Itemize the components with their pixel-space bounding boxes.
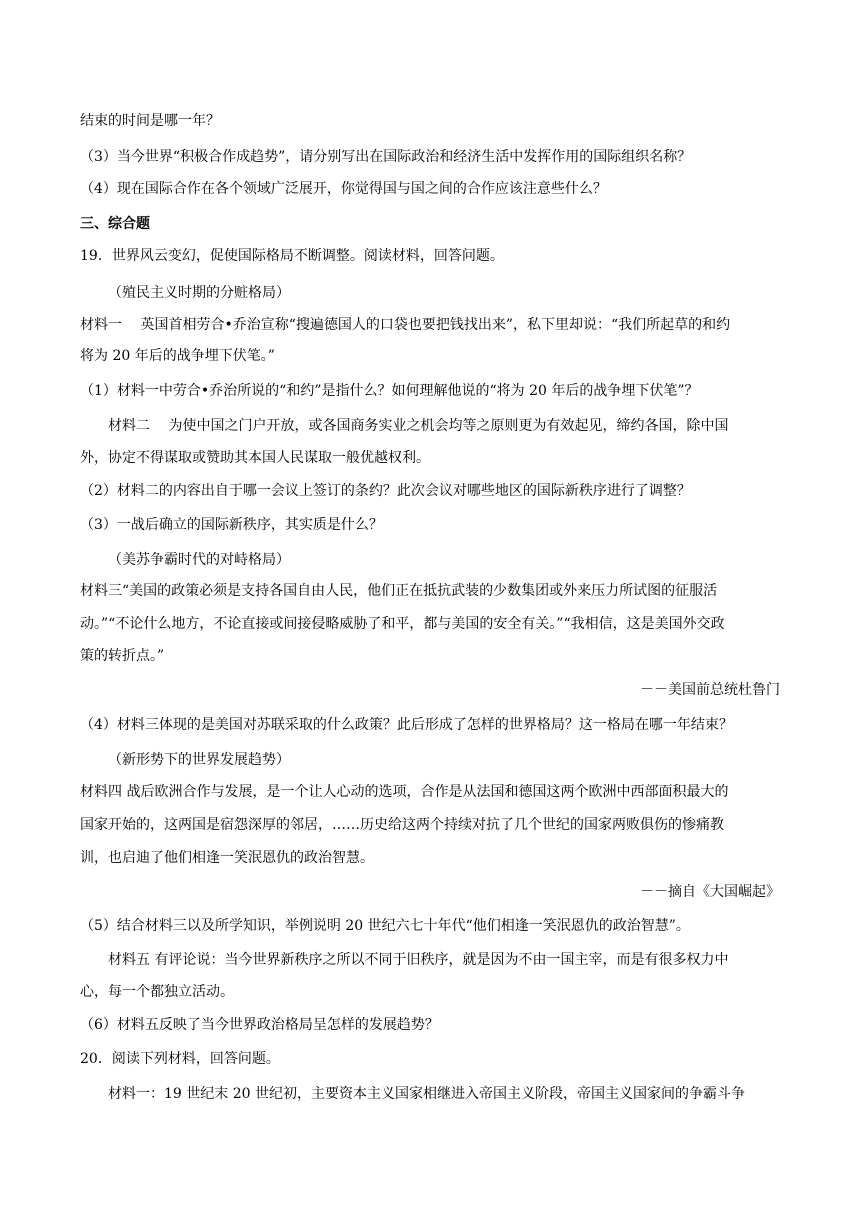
material-1-line-1: 材料一 英国首相劳合•乔治宣称“搜遍德国人的口袋也要把钱找出来”，私下里却说：“我们所起草的和约 xyxy=(80,317,731,333)
question-19-4: （4）材料三体现的是美国对苏联采取的什么政策？此后形成了怎样的世界格局？这一格局在哪一年结束？ xyxy=(80,717,733,733)
subheading-cold-war: （美苏争霸时代的对峙格局） xyxy=(108,552,290,568)
question-19-2: （2）材料二的内容出自于哪一会议上签订的条约？此次会议对哪些地区的国际新秩序进行了调整？ xyxy=(80,483,691,499)
section-heading: 三、综合题 xyxy=(80,216,150,232)
question-19-1: （1）材料一中劳合•乔治所说的“和约”是指什么？如何理解他说的“将为 20 年后的战争埋下伏笔”？ xyxy=(80,383,699,399)
material-4-line-3: 训，也启迪了他们相逢一笑泯恩仇的政治智慧。 xyxy=(80,850,374,866)
material-4-source: －－摘自《大国崛起》 xyxy=(640,884,780,900)
material-4-line-2: 国家开始的，这两国是宿怨深厚的邻居，……历史给这两个持续对抗了几个世纪的国家两败俱伤的惨痛教 xyxy=(80,817,724,833)
material-20-1-line-1: 材料一：19 世纪末 20 世纪初，主要资本主义国家相继进入帝国主义阶段，帝国主义国家间的争霸斗争 xyxy=(108,1086,745,1102)
material-3-line-1: 材料三“美国的政策必须是支持各国自由人民，他们正在抵抗武装的少数集团或外来压力所试图的征服活 xyxy=(80,583,718,599)
question-19-6: （6）材料五反映了当今世界政治格局呈怎样的发展趋势？ xyxy=(80,1017,439,1033)
material-2-line-2: 外，协定不得谋取或赞助其本国人民谋取一般优越权利。 xyxy=(80,450,430,466)
question-19-5: （5）结合材料三以及所学知识，举例说明 20 世纪六七十年代“他们相逢一笑泯恩仇的政治智慧”。 xyxy=(80,918,690,934)
material-1-line-2: 将为 20 年后的战争埋下伏笔。” xyxy=(80,348,275,364)
material-3-line-3: 策的转折点。” xyxy=(80,648,165,664)
material-4-line-1: 材料四 战后欧洲合作与发展，是一个让人心动的选项，合作是从法国和德国这两个欧洲中西部面积最大的 xyxy=(80,784,729,800)
material-5-line-1: 材料五 有评论说：当今世界新秩序之所以不同于旧秩序，就是因为不由一国主宰，而是有很多权力中 xyxy=(108,952,729,968)
question-18-3: （3）当今世界“积极合作成趋势”，请分别写出在国际政治和经济生活中发挥作用的国际组织名称？ xyxy=(80,149,692,165)
question-20-stem: 20．阅读下列材料，回答问题。 xyxy=(80,1051,280,1067)
material-2-line-1: 材料二 为使中国之门户开放，或各国商务实业之机会均等之原则更为有效起见，缔约各国，除中国 xyxy=(108,418,729,434)
subheading-new-trend: （新形势下的世界发展趋势） xyxy=(108,752,290,768)
subheading-colonial: （殖民主义时期的分赃格局） xyxy=(108,285,290,301)
question-18-4: （4）现在国际合作在各个领域广泛展开，你觉得国与国之间的合作应该注意些什么？ xyxy=(80,181,607,197)
question-19-stem: 19．世界风云变幻，促使国际格局不断调整。阅读材料，回答问题。 xyxy=(80,248,504,264)
question-19-3: （3）一战后确立的国际新秩序，其实质是什么？ xyxy=(80,517,383,533)
material-3-line-2: 动。”“不论什么地方，不论直接或间接侵略威胁了和平，都与美国的安全有关。”“我相信，这是美国外交政 xyxy=(80,616,725,632)
material-5-line-2: 心，每一个都独立活动。 xyxy=(80,984,234,1000)
question-continuation: 结束的时间是哪一年？ xyxy=(80,113,220,129)
material-3-source: －－美国前总统杜鲁门 xyxy=(640,682,780,698)
